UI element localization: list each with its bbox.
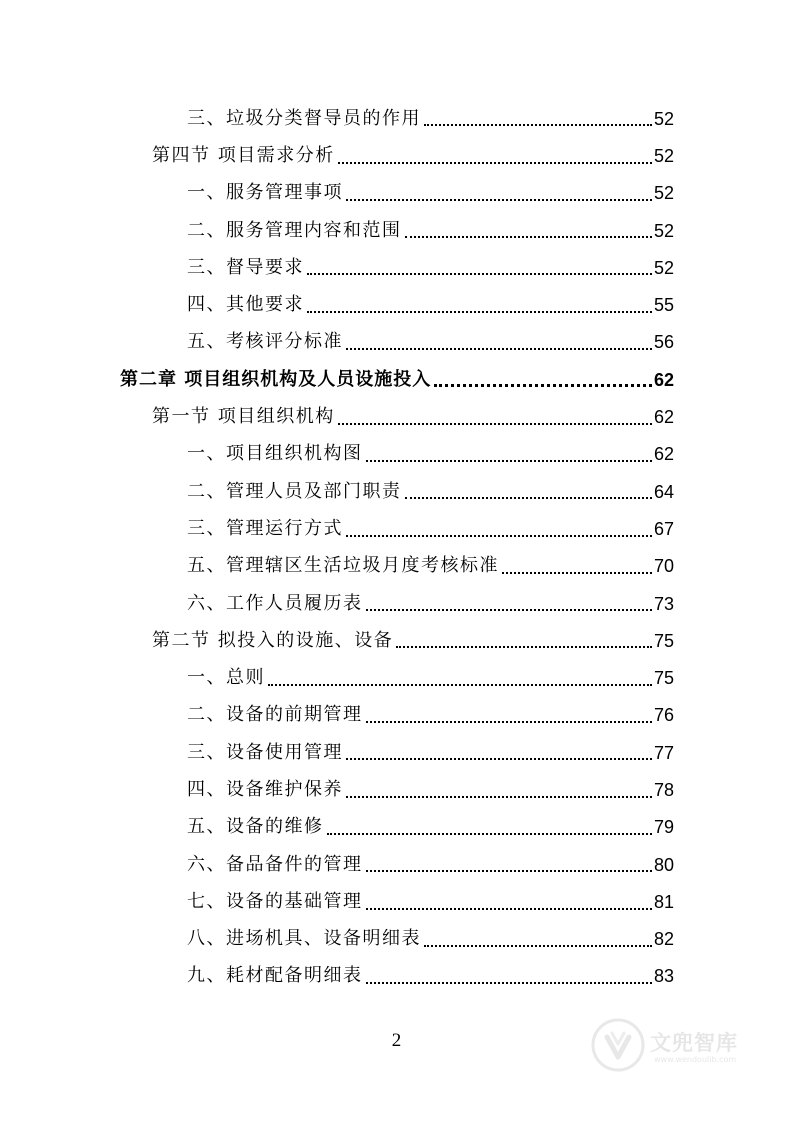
toc-dot-leader	[366, 908, 652, 910]
toc-entry[interactable]	[0, 436, 793, 473]
toc-entry[interactable]	[0, 585, 793, 622]
toc-dot-leader	[366, 609, 652, 611]
toc-dot-leader	[434, 384, 652, 387]
toc-entry-page: 80	[653, 854, 674, 875]
toc-entry-page: 52	[653, 220, 674, 241]
toc-dot-leader	[307, 273, 652, 275]
toc-entry[interactable]	[0, 734, 793, 771]
page-number: 2	[391, 1030, 402, 1051]
toc-entry-page: 81	[653, 891, 674, 912]
toc-entry[interactable]	[0, 249, 793, 286]
toc-dot-leader	[396, 646, 652, 648]
watermark-title: 文兜智库	[650, 1031, 738, 1055]
toc-entry-title: 九、耗材配备明细表	[187, 965, 363, 987]
toc-dot-leader	[346, 796, 652, 798]
toc-entry[interactable]	[0, 324, 793, 361]
toc-entry-page: 52	[653, 257, 674, 278]
toc-entry-title: 一、服务管理事项	[187, 182, 343, 204]
toc-entry[interactable]	[0, 548, 793, 585]
toc-entry-page: 55	[653, 295, 674, 316]
toc-entry-title: 四、设备维护保养	[187, 778, 343, 800]
toc-entry-page: 83	[653, 966, 674, 987]
toc-entry-title: 七、设备的基础管理	[187, 890, 363, 912]
toc-dot-leader	[366, 460, 652, 462]
toc-entry-page: 52	[653, 108, 674, 129]
toc-entry-title: 四、其他要求	[187, 294, 304, 316]
toc-entry-title: 五、设备的维修	[187, 816, 324, 838]
toc-entry-title: 一、总则	[187, 667, 265, 689]
toc-entry-title: 二、服务管理内容和范围	[187, 219, 402, 241]
toc-entry-title: 三、督导要求	[187, 256, 304, 278]
toc-entry[interactable]	[0, 175, 793, 212]
toc-entry[interactable]	[0, 212, 793, 249]
toc-dot-leader	[307, 311, 652, 313]
toc-entry-title: 六、工作人员履历表	[187, 592, 363, 614]
toc-chapter-entry[interactable]	[0, 361, 793, 398]
toc-entry-title: 五、管理辖区生活垃圾月度考核标准	[187, 555, 499, 577]
toc-entry-page: 56	[653, 332, 674, 353]
toc-entry[interactable]	[0, 809, 793, 846]
toc-entry-page: 52	[653, 145, 674, 166]
toc-dot-leader	[327, 833, 652, 835]
toc-dot-leader	[405, 497, 652, 499]
toc-dot-leader	[346, 758, 652, 760]
toc-entry-page: 77	[653, 742, 674, 763]
toc-entry-page: 64	[653, 481, 674, 502]
toc-entry-title: 二、管理人员及部门职责	[187, 480, 402, 502]
toc-entry-title: 五、考核评分标准	[187, 331, 343, 353]
toc-entry-page: 62	[653, 444, 674, 465]
toc-entry-page: 76	[653, 705, 674, 726]
toc-entry-page: 82	[653, 929, 674, 950]
toc-entry-page: 67	[653, 518, 674, 539]
toc-entry[interactable]	[0, 958, 793, 995]
toc-entry-page: 62	[653, 407, 674, 428]
toc-entry-title: 三、设备使用管理	[187, 741, 343, 763]
toc-entry[interactable]	[0, 100, 793, 137]
toc-dot-leader	[338, 423, 652, 425]
toc-entry[interactable]	[0, 659, 793, 696]
toc-entry-title: 第二节 拟投入的设施、设备	[152, 629, 394, 651]
toc-dot-leader	[424, 945, 652, 947]
toc-dot-leader	[346, 348, 652, 350]
toc-dot-leader	[346, 199, 652, 201]
toc-entry[interactable]	[0, 137, 793, 174]
toc-entry-page: 70	[653, 556, 674, 577]
toc-dot-leader	[338, 162, 652, 164]
toc-dot-leader	[346, 535, 652, 537]
toc-dot-leader	[424, 124, 652, 126]
toc-entry[interactable]	[0, 398, 793, 435]
toc-entry-title: 三、垃圾分类督导员的作用	[187, 107, 421, 129]
toc-entry-page: 75	[653, 668, 674, 689]
toc-entry-page: 73	[653, 593, 674, 614]
toc-entry-page: 75	[653, 630, 674, 651]
toc-entry[interactable]	[0, 883, 793, 920]
toc-entry-page: 52	[653, 183, 674, 204]
toc-dot-leader	[366, 721, 652, 723]
toc-entry-title: 八、进场机具、设备明细表	[187, 928, 421, 950]
watermark-url: www.wendoulib.com	[654, 1055, 737, 1064]
toc-entry-title: 第一节 项目组织机构	[152, 406, 335, 428]
toc-dot-leader	[405, 236, 652, 238]
toc-entry[interactable]	[0, 622, 793, 659]
toc-entry-title: 一、项目组织机构图	[187, 443, 363, 465]
toc-entry-title: 二、设备的前期管理	[187, 704, 363, 726]
toc-entry-title: 第四节 项目需求分析	[152, 144, 335, 166]
toc-entry-title: 三、管理运行方式	[187, 517, 343, 539]
toc-entry[interactable]	[0, 697, 793, 734]
wendou-logo-icon	[590, 1017, 646, 1073]
toc-entry-title: 第二章 项目组织机构及人员设施投入	[120, 368, 432, 390]
toc-entry-page: 62	[653, 369, 674, 390]
toc-entry[interactable]	[0, 510, 793, 547]
toc-entry[interactable]	[0, 771, 793, 808]
toc-dot-leader	[502, 572, 652, 574]
toc-dot-leader	[366, 870, 652, 872]
toc-entry-page: 78	[653, 779, 674, 800]
toc-dot-leader	[268, 684, 652, 686]
watermark	[590, 1017, 755, 1073]
toc-dot-leader	[366, 982, 652, 984]
table-of-contents	[0, 100, 793, 995]
toc-entry[interactable]	[0, 846, 793, 883]
toc-entry[interactable]	[0, 286, 793, 323]
toc-entry[interactable]	[0, 473, 793, 510]
toc-entry-page: 79	[653, 817, 674, 838]
toc-entry-title: 六、备品备件的管理	[187, 853, 363, 875]
toc-entry[interactable]	[0, 921, 793, 958]
